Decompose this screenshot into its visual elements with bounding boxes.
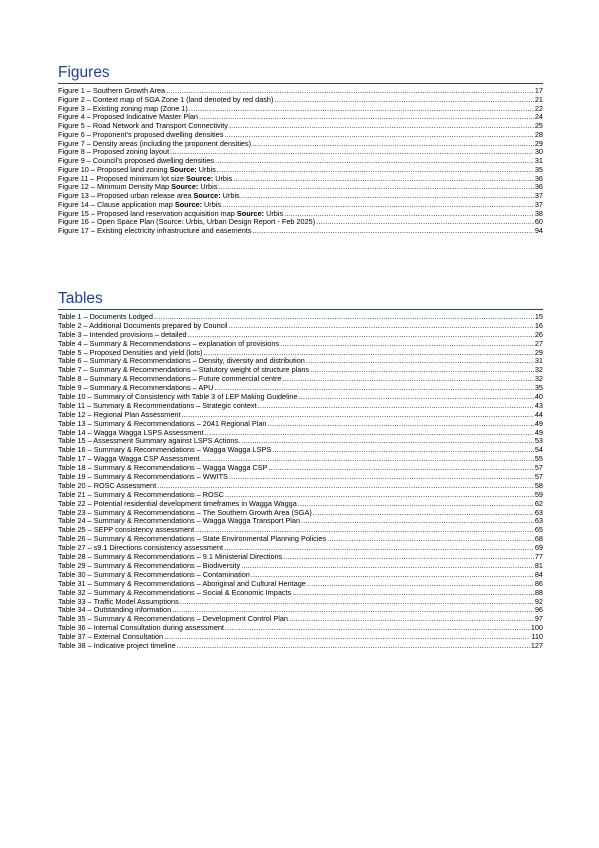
figure-entry-page-number[interactable]: 35 bbox=[534, 164, 543, 174]
table-entry-label[interactable]: Table 31 – Summary & Recommendations – Aboriginal and Cultural Heritage bbox=[58, 578, 306, 588]
dot-leader bbox=[258, 402, 534, 411]
table-entry-label[interactable]: Table 27 – s9.1 Directions consistency assessment bbox=[58, 543, 224, 553]
table-entry-label[interactable]: Table 4 – Summary & Recommendations – explanation of provisions bbox=[58, 338, 280, 348]
table-entry-page-number[interactable]: 63 bbox=[534, 516, 543, 526]
source-label: Source: bbox=[186, 173, 214, 183]
figure-entry-label[interactable]: Figure 10 – Proposed land zoning Source: Urbis bbox=[58, 164, 216, 174]
figures-heading: Figures bbox=[58, 64, 110, 81]
table-entry-label[interactable]: Table 35 – Summary & Recommendations – Development Control Plan bbox=[58, 614, 288, 624]
table-entry-page-number[interactable]: 97 bbox=[534, 614, 543, 624]
table-entry-label[interactable]: Table 5 – Proposed Densities and yield (lots) bbox=[58, 347, 203, 357]
table-entry-page-number[interactable]: 32 bbox=[534, 365, 543, 375]
figure-entry-page-number[interactable]: 36 bbox=[534, 182, 543, 192]
table-entry-label[interactable]: Table 24 – Summary & Recommendations – Wagga Wagga Transport Plan bbox=[58, 516, 300, 526]
table-entry-label[interactable]: Table 13 – Summary & Recommendations – 2041 Regional Plan bbox=[58, 418, 267, 428]
table-entry-label[interactable]: Table 9 – Summary & Recommendations – APU bbox=[58, 383, 214, 393]
dot-leader bbox=[272, 446, 534, 455]
table-entry-label[interactable]: Table 19 – Summary & Recommendations – WWITS bbox=[58, 472, 228, 482]
tables-heading: Tables bbox=[58, 290, 103, 307]
table-entry-label[interactable]: Table 1 – Documents Lodged bbox=[58, 312, 153, 321]
table-entry-label[interactable]: Table 34 – Outstanding information bbox=[58, 605, 172, 615]
table-entry-label[interactable]: Table 14 – Wagga Wagga LSPS Assessment bbox=[58, 427, 204, 437]
dot-leader bbox=[252, 140, 534, 149]
table-entry[interactable] bbox=[58, 642, 543, 651]
table-entry-label[interactable]: Table 10 – Summary of Consistency with Table 3 of LEP Making Guideline bbox=[58, 392, 298, 402]
table-entry-page-number[interactable]: 59 bbox=[534, 489, 543, 499]
dot-leader bbox=[241, 437, 534, 446]
figure-entry-label[interactable]: Figure 14 – Clause application map Source: Urbis bbox=[58, 199, 222, 209]
figure-entry-label[interactable]: Figure 5 – Road Network and Transport Connectivity bbox=[58, 121, 228, 131]
figure-entry-page-number[interactable]: 22 bbox=[534, 103, 543, 113]
figures-list bbox=[58, 87, 543, 236]
figure-entry-page-number[interactable]: 29 bbox=[534, 138, 543, 148]
dot-leader bbox=[229, 122, 534, 131]
dot-leader bbox=[327, 535, 534, 544]
dot-leader bbox=[301, 517, 534, 526]
table-entry-page-number[interactable]: 110 bbox=[531, 632, 543, 642]
table-entry-page-number[interactable]: 96 bbox=[534, 605, 543, 615]
dot-leader bbox=[229, 322, 534, 331]
dot-leader bbox=[177, 642, 530, 651]
figures-section bbox=[58, 64, 543, 236]
figure-entry[interactable] bbox=[58, 227, 543, 236]
table-entry-label[interactable]: Table 22 – Potential residential development timeframes in Wagga Wagga bbox=[58, 498, 297, 508]
figure-entry-page-number[interactable]: 36 bbox=[534, 173, 543, 183]
dot-leader bbox=[274, 96, 533, 105]
figure-entry-page-number[interactable]: 37 bbox=[534, 199, 543, 209]
figure-entry-page-number[interactable]: 31 bbox=[534, 156, 543, 166]
table-entry-label[interactable]: Table 3 – Intended provisions – detailed bbox=[58, 329, 187, 339]
table-entry-label[interactable]: Table 29 – Summary & Recommendations – Biodiversity bbox=[58, 560, 241, 570]
table-entry-label[interactable]: Table 33 – Traffic Model Assumptions bbox=[58, 596, 179, 606]
figures-heading-rule bbox=[58, 83, 543, 84]
figure-entry-label[interactable]: Figure 4 – Proposed Indicative Master Plan bbox=[58, 112, 198, 122]
figure-entry-label[interactable]: Figure 8 – Proposed zoning layout bbox=[58, 147, 170, 157]
dot-leader bbox=[217, 166, 534, 175]
dot-leader bbox=[189, 105, 534, 114]
dot-leader bbox=[269, 464, 534, 473]
table-entry-label[interactable]: Table 25 – SEPP consistency assessment bbox=[58, 525, 195, 535]
table-entry-page-number[interactable]: 127 bbox=[530, 640, 543, 650]
table-entry-page-number[interactable]: 63 bbox=[534, 507, 543, 517]
table-entry-page-number[interactable]: 57 bbox=[534, 463, 543, 473]
table-entry-page-number[interactable]: 84 bbox=[534, 569, 543, 579]
dot-leader bbox=[284, 210, 534, 219]
dot-leader bbox=[306, 357, 534, 366]
dot-leader bbox=[289, 615, 534, 624]
table-entry-page-number[interactable]: 69 bbox=[534, 543, 543, 553]
table-entry-page-number[interactable]: 27 bbox=[534, 338, 543, 348]
figure-entry-page-number[interactable]: 24 bbox=[534, 112, 543, 122]
table-entry-label[interactable]: Table 26 – Summary & Recommendations – State Environmental Planning Policies bbox=[58, 534, 327, 544]
figure-entry-label[interactable]: Figure 11 – Proposed minimum lot size Source: Urbis bbox=[58, 173, 233, 183]
dot-leader bbox=[233, 175, 534, 184]
table-entry-label[interactable]: Table 15 – Assessment Summary against LSPS Actions. bbox=[58, 436, 241, 446]
figure-entry-label[interactable]: Figure 12 – Minimum Density Map Source: Urbis bbox=[58, 182, 218, 192]
figure-entry-label[interactable]: Figure 15 – Proposed land reservation acquisition map Source: Urbis bbox=[58, 208, 284, 218]
table-entry-page-number[interactable]: 81 bbox=[534, 560, 543, 570]
table-entry-page-number[interactable]: 55 bbox=[534, 454, 543, 464]
dot-leader bbox=[218, 183, 533, 192]
figure-entry-label[interactable]: Figure 3 – Existing zoning map (Zone 1) bbox=[58, 103, 188, 113]
dot-leader bbox=[283, 553, 534, 562]
table-entry-label[interactable]: Table 12 – Regional Plan Assessment bbox=[58, 409, 181, 419]
figure-entry-page-number[interactable]: 28 bbox=[534, 129, 543, 139]
dot-leader bbox=[268, 420, 534, 429]
dot-leader bbox=[298, 500, 534, 509]
table-entry-page-number[interactable]: 88 bbox=[534, 587, 543, 597]
table-entry-page-number[interactable]: 31 bbox=[534, 356, 543, 366]
dot-leader bbox=[316, 218, 534, 227]
table-entry-page-number[interactable]: 44 bbox=[534, 409, 543, 419]
table-entry-page-number[interactable]: 15 bbox=[534, 312, 543, 321]
dot-leader bbox=[313, 509, 534, 518]
table-entry-label[interactable]: Table 2 – Additional Documents prepared by Council bbox=[58, 320, 228, 330]
dot-leader bbox=[292, 589, 534, 598]
table-entry-label[interactable]: Table 18 – Summary & Recommendations – Wagga Wagga CSP bbox=[58, 463, 268, 473]
source-label: Source: bbox=[193, 191, 221, 201]
table-entry-page-number[interactable]: 57 bbox=[534, 472, 543, 482]
table-entry-page-number[interactable]: 49 bbox=[534, 418, 543, 428]
tables-section bbox=[58, 290, 543, 651]
dot-leader bbox=[282, 375, 533, 384]
dot-leader bbox=[241, 562, 534, 571]
table-entry-label[interactable]: Table 32 – Summary & Recommendations – Social & Economic Impacts bbox=[58, 587, 292, 597]
tables-heading-rule bbox=[58, 309, 543, 310]
source-label: Source: bbox=[169, 164, 197, 174]
table-entry-page-number[interactable]: 53 bbox=[534, 436, 543, 446]
table-entry-label[interactable]: Table 8 – Summary & Recommendations – Future commercial centre bbox=[58, 374, 282, 384]
table-entry-page-number[interactable]: 43 bbox=[534, 400, 543, 410]
table-entry-page-number[interactable]: 65 bbox=[534, 525, 543, 535]
figure-entry-page-number[interactable]: 21 bbox=[534, 94, 543, 104]
table-entry-label[interactable]: Table 37 – External Consultation bbox=[58, 632, 164, 642]
table-entry-page-number[interactable]: 77 bbox=[534, 552, 543, 562]
source-label: Source: bbox=[174, 199, 202, 209]
table-entry-page-number[interactable]: 35 bbox=[534, 383, 543, 393]
dot-leader bbox=[164, 633, 530, 642]
dot-leader bbox=[224, 131, 534, 140]
figure-entry-page-number[interactable]: 17 bbox=[534, 86, 543, 95]
table-entry-page-number[interactable]: 86 bbox=[534, 578, 543, 588]
table-entry-page-number[interactable]: 92 bbox=[534, 596, 543, 606]
figure-entry-label[interactable]: Figure 7 – Density areas (including the proponent densities) bbox=[58, 138, 252, 148]
dot-leader bbox=[199, 113, 534, 122]
table-entry-page-number[interactable]: 100 bbox=[530, 623, 543, 633]
table-entry-page-number[interactable]: 58 bbox=[534, 480, 543, 490]
figure-entry-page-number[interactable]: 30 bbox=[534, 147, 543, 157]
source-label: Source: bbox=[171, 182, 199, 192]
figure-entry-page-number[interactable]: 94 bbox=[534, 226, 543, 236]
table-entry-label[interactable]: Table 21 – Summary & Recommendations – ROSC bbox=[58, 489, 224, 499]
figure-entry-label[interactable]: Figure 13 – Proposed urban release area Source: Urbis bbox=[58, 191, 240, 201]
dot-leader bbox=[180, 598, 534, 607]
figure-entry-page-number[interactable]: 25 bbox=[534, 121, 543, 131]
figure-entry-page-number[interactable]: 60 bbox=[534, 217, 543, 227]
figure-entry-label[interactable]: Figure 16 – Open Space Plan (Source: Urbis, Urban Design Report - Feb 2025) bbox=[58, 217, 316, 227]
figure-entry-label[interactable]: Figure 2 – Context map of SGA Zone 1 (land denoted by red dash) bbox=[58, 94, 274, 104]
source-label: Source: bbox=[236, 208, 265, 218]
table-entry-page-number[interactable]: 54 bbox=[534, 445, 543, 455]
table-entry-label[interactable]: Table 16 – Summary & Recommendations – Wagga Wagga LSPS bbox=[58, 445, 272, 455]
tables-list bbox=[58, 313, 543, 651]
dot-leader bbox=[307, 580, 534, 589]
dot-leader bbox=[229, 473, 534, 482]
table-entry-label[interactable]: Table 11 – Summary & Recommendations – Strategic context bbox=[58, 400, 257, 410]
figure-entry-label[interactable]: Figure 1 – Southern Growth Area bbox=[58, 86, 166, 95]
figure-entry-page-number[interactable]: 38 bbox=[534, 208, 543, 218]
table-entry-label[interactable]: Table 36 – Internal Consultation during assessment bbox=[58, 623, 224, 633]
table-entry-page-number[interactable]: 68 bbox=[534, 534, 543, 544]
dot-leader bbox=[252, 227, 533, 236]
dot-leader bbox=[310, 366, 534, 375]
table-entry-label[interactable]: Table 17 – Wagga Wagga CSP Assessment bbox=[58, 454, 200, 464]
table-entry-page-number[interactable]: 16 bbox=[534, 320, 543, 330]
figure-entry-label[interactable]: Figure 6 – Proponent’s proposed dwelling densities bbox=[58, 129, 224, 139]
dot-leader bbox=[204, 429, 533, 438]
dot-leader bbox=[225, 624, 530, 633]
table-entry-page-number[interactable]: 32 bbox=[534, 374, 543, 384]
table-entry-label[interactable]: Table 38 – Indicative project timeline bbox=[58, 640, 176, 650]
figure-entry-page-number[interactable]: 37 bbox=[534, 191, 543, 201]
table-entry-label[interactable]: Table 6 – Summary & Recommendations – Density, diversity and distribution bbox=[58, 356, 305, 366]
table-entry-label[interactable]: Table 20 – ROSC Assessment bbox=[58, 480, 157, 490]
table-entry-page-number[interactable]: 62 bbox=[534, 498, 543, 508]
table-entry-page-number[interactable]: 49 bbox=[534, 427, 543, 437]
figure-entry-label[interactable]: Figure 9 – Council’s proposed dwelling densities bbox=[58, 156, 215, 166]
table-entry-label[interactable]: Table 23 – Summary & Recommendations – The Southern Growth Area (SGA) bbox=[58, 507, 312, 517]
table-entry-label[interactable]: Table 28 – Summary & Recommendations – 9.1 Ministerial Directions bbox=[58, 552, 283, 562]
table-entry-label[interactable]: Table 30 – Summary & Recommendations – Contamination bbox=[58, 569, 250, 579]
dot-leader bbox=[170, 148, 534, 157]
dot-leader bbox=[280, 340, 534, 349]
dot-leader bbox=[241, 192, 534, 201]
table-entry-page-number[interactable]: 26 bbox=[534, 329, 543, 339]
table-entry-label[interactable]: Table 7 – Summary & Recommendations – Statutory weight of structure plans bbox=[58, 365, 310, 375]
table-entry-page-number[interactable]: 40 bbox=[534, 392, 543, 402]
dot-leader bbox=[215, 157, 534, 166]
figure-entry-label[interactable]: Figure 17 – Existing electricity infrastructure and easements bbox=[58, 226, 252, 236]
table-entry-page-number[interactable]: 29 bbox=[534, 347, 543, 357]
dot-leader bbox=[298, 393, 533, 402]
